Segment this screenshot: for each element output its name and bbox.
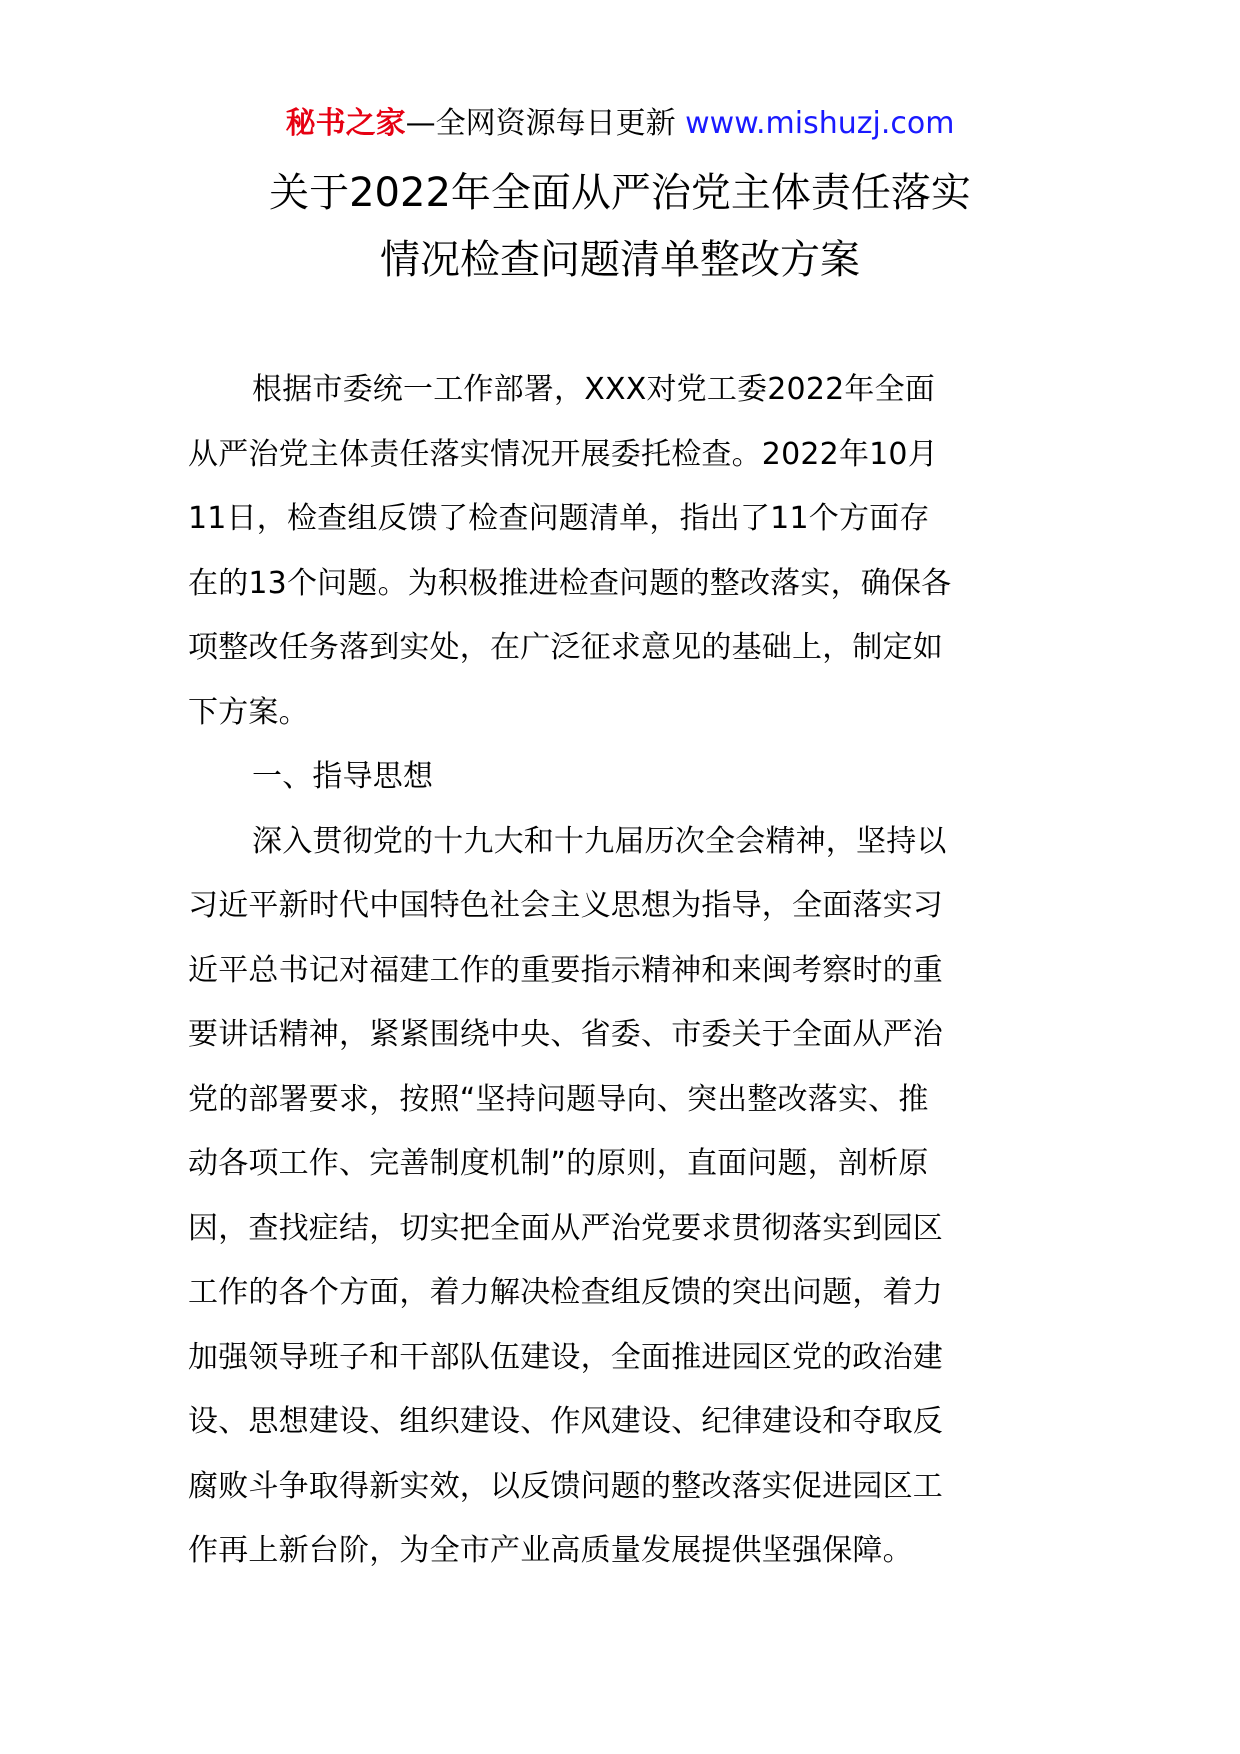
text-line: 要讲话精神，紧紧围绕中央、省委、市委关于全面从严治 <box>188 1017 943 1052</box>
text-line: 设、思想建设、组织建设、作风建设、纪律建设和夺取反 <box>188 1404 943 1439</box>
text-line: 工作的各个方面，着力解决检查组反馈的突出问题，着力 <box>188 1275 943 1310</box>
text-line: 加强领导班子和干部队伍建设，全面推进园区党的政治建 <box>188 1339 943 1375</box>
document-title-line-1: 关于2022年全面从严治党主体责任落实 <box>269 170 971 216</box>
text-line: 腐败斗争取得新实效，以反馈问题的整改落实促进园区工 <box>188 1468 943 1504</box>
text-line: 11日，检查组反馈了检查问题清单，指出了11个方面存 <box>188 501 930 536</box>
text-line: 在的13个问题。为积极推进检查问题的整改落实，确保各 <box>188 565 952 601</box>
text-line: 党的部署要求，按照“坚持问题导向、突出整改落实、推 <box>188 1081 929 1117</box>
header-brand: 秘书之家 <box>285 106 406 141</box>
text-line: 从严治党主体责任落实情况开展委托检查。2022年10月 <box>188 436 938 472</box>
text-line: 根据市委统一工作部署，XXX对党工委2022年全面 <box>252 372 936 407</box>
text-line: 项整改任务落到实处，在广泛征求意见的基础上，制定如 <box>188 630 943 665</box>
document-title-line-2: 情况检查问题清单整改方案 <box>380 237 860 283</box>
text-line: 动各项工作、完善制度机制”的原则，直面问题，剖析原 <box>188 1146 929 1181</box>
text-line: 作再上新台阶，为全市产业高质量发展提供坚强保障。 <box>188 1533 913 1568</box>
section-1-paragraph <box>188 810 1060 1584</box>
text-line: 下方案。 <box>188 694 309 730</box>
document-body <box>188 358 1060 1584</box>
header-tagline: —全网资源每日更新 <box>405 106 686 141</box>
text-line: 近平总书记对福建工作的重要指示精神和来闽考察时的重 <box>188 952 943 988</box>
header-url[interactable]: www.mishuzj.com <box>685 106 955 141</box>
text-line: 因，查找症结，切实把全面从严治党要求贯彻落实到园区 <box>188 1210 943 1246</box>
text-line: 深入贯彻党的十九大和十九届历次全会精神，坚持以 <box>252 823 947 859</box>
site-header <box>0 104 1240 144</box>
section-heading: 一、指导思想 <box>252 759 434 794</box>
text-line: 习近平新时代中国特色社会主义思想为指导，全面落实习 <box>188 888 943 923</box>
intro-paragraph <box>188 358 1060 745</box>
